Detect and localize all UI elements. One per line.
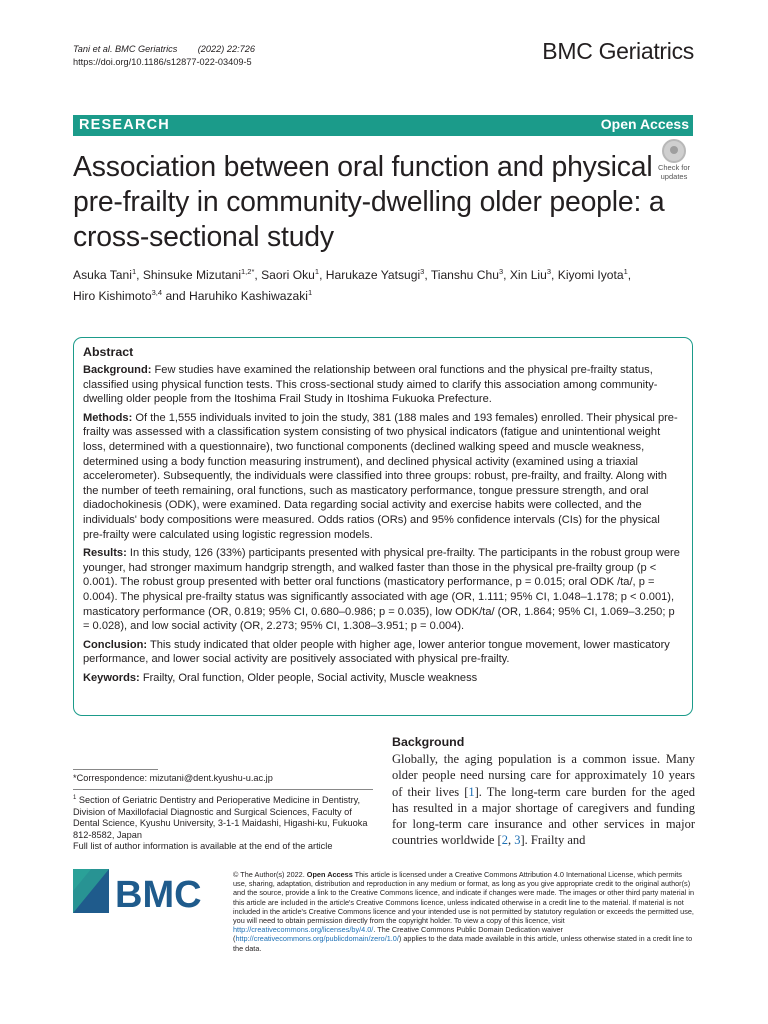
author-sup: 3: [498, 267, 504, 276]
article-type: RESEARCH: [79, 117, 170, 133]
section-text: This study indicated that older people with higher age, lower anterior tongue movement, lower masticatory performance, and lower social activity are positively associated with physical pre-frailty.: [83, 638, 670, 666]
author[interactable]: Tianshu Chu: [430, 268, 499, 283]
bmc-logo-icon: [73, 869, 213, 919]
section-label: Conclusion:: [83, 638, 148, 651]
citation-year: (2022) 22:726: [197, 44, 255, 54]
background-paragraph: [392, 751, 695, 849]
license-text: ) applies to the data made available in this article, unless otherwise stated in a credit line to the data.: [233, 934, 693, 953]
author-sup: 3: [546, 267, 552, 276]
correspondence-note: *Correspondence: mizutani@dent.kyushu-u.ac.jp: [73, 773, 273, 783]
license-oa: Open Access: [306, 870, 353, 879]
license-statement: [233, 870, 695, 953]
section-text: Few studies have examined the relationship between oral functions and the physical pre-frailty status, classified using physical function tests. This cross-sectional study aimed to clarify this association among community-dwelling older people from the Itoshima Frail Study in Itoshima Fukuoka Prefecture.: [83, 364, 658, 406]
abstract-methods: [83, 411, 682, 542]
author[interactable]: Kiyomi Iyota: [557, 268, 624, 283]
author[interactable]: Xin Liu: [509, 268, 547, 283]
author-sup: 1: [307, 288, 313, 298]
full-author-info-note: Full list of author information is available at the end of the article: [73, 841, 333, 851]
body-text: Globally, the aging population is a common issue. Many older people need nursing care for approximately 10 years of their lives [: [392, 752, 695, 799]
ref-link[interactable]: 3: [514, 833, 521, 848]
abstract-box: [73, 337, 693, 716]
citation-author: Tani et al. BMC Geriatrics: [73, 44, 178, 54]
journal-name: BMC Geriatrics: [542, 38, 694, 64]
author[interactable]: Haruhiko Kashiwazaki: [188, 289, 308, 304]
author[interactable]: Shinsuke Mizutani: [142, 268, 242, 283]
check-updates-line1: Check for: [657, 163, 691, 172]
body-text: ,: [507, 833, 515, 848]
bmc-logo-text: BMC: [115, 874, 202, 916]
abstract-heading: Abstract: [83, 345, 134, 359]
section-label: Results:: [83, 547, 127, 560]
affiliation-sup: 1: [73, 795, 77, 801]
article-type-banner: [73, 115, 693, 136]
body-text: ]. The long-term care burden for the aged has resulted in a major shortage of caregivers and funding for long-term care insurance and other services in major countries worldwide [: [392, 784, 696, 848]
author-sup: 1,2*: [241, 267, 255, 276]
section-label: Keywords:: [83, 671, 140, 684]
author-sup: 3: [420, 267, 425, 276]
author-sup: 1: [314, 267, 320, 276]
ref-link[interactable]: 2: [501, 833, 508, 848]
affiliation-note: [73, 793, 373, 841]
abstract-keywords: [83, 671, 682, 686]
author-sup: 1: [623, 267, 628, 276]
author[interactable]: Saori Oku: [261, 268, 315, 283]
author-sup: 1: [131, 267, 137, 276]
check-updates-line2: updates: [660, 172, 688, 181]
section-text: Of the 1,555 individuals invited to join the study, 381 (188 males and 193 females) enrolled. Their physical pre-frailty was assessed with a classification system consisting of two physical indicators (fatigue and unintentional weight loss, determined with a questionnaire), two functional components (declined walking speed and muscle weakness, determined using a body function measuring instrument), and declined physical activity (examined using a triaxial accelerometer). Subsequently, the individuals were classified into three groups: robust, pre-frailty, and frailty. Along with the number of teeth remaining, oral functions, such as masticatory performance, tongue pressure strength, and oral diadochokinesis (ODK), were examined. Data regarding social activity and exercise habits were collected, and the individuals' body compositions were measured. Odds ratios (ORs) and 95% confidence intervals (CIs) for the physical pre-frailty were calculated using logistic regression models.: [83, 411, 678, 541]
ref-link[interactable]: 1: [468, 784, 475, 799]
license-link[interactable]: http://creativecommons.org/publicdomain/zero/1.0/: [235, 934, 399, 944]
abstract-conclusion: [83, 638, 682, 667]
abstract-results: [83, 546, 682, 634]
license-text: This article is licensed under a Creative Commons Attribution 4.0 International License, which permits use, sharing, adaptation, distribution and reproduction in any medium or format, as long as you give appropriate credit to the original author(s) and the source, provide a link to the Creative Commons licence, and indicate if changes were made. The images or other third party material in this article are included in the article's Creative Commons licence, unless indicated otherwise in a credit line to the material. If material is not included in the article's Creative Commons licence and your intended use is not permitted by statutory regulation or exceeds the permitted use, you will need to obtain permission directly from the copyright holder. To view a copy of this licence, visit: [233, 870, 695, 926]
section-label: Methods:: [83, 411, 133, 424]
bmc-logo: [73, 869, 213, 919]
author-sup: 3,4: [151, 288, 163, 298]
affiliation-text: Section of Geriatric Dentistry and Perioperative Medicine in Dentistry, Division of Maxillofacial Diagnostic and Surgical Sciences, Faculty of Dental Science, Kyushu University, 3-1-1 Maidashi, Higashi-ku, Fukuoka 812-8582, Japan: [73, 795, 368, 840]
doi-link[interactable]: https://doi.org/10.1186/s12877-022-03409-5: [73, 57, 252, 67]
section-label: Background:: [83, 364, 152, 376]
body-text: ]. Frailty and: [520, 833, 586, 848]
license-text: . The Creative Commons Public Domain Dedication waiver (: [233, 925, 563, 944]
open-access-label: Open Access: [600, 116, 689, 132]
check-for-updates-badge[interactable]: [654, 139, 694, 179]
license-link[interactable]: http://creativecommons.org/licenses/by/4.0/: [233, 925, 374, 935]
footnote-divider: [73, 769, 158, 770]
author-list: Asuka Tani$^1$, Shinsuke Mizutani$^{1,2*}$, Saori Oku$^1$, Harukaze Yatsugi$^3$, Tianshu Chu$^3$, Xin Liu$^3$, Kiyomi Iyota$^1$, Hiro Kishimoto$^{3,4}$ and Haruhiko Kashiwazaki$^1$: [73, 267, 632, 304]
license-text: © The Author(s) 2022.: [233, 870, 307, 879]
abstract-background: [83, 363, 682, 407]
author[interactable]: Harukaze Yatsugi: [325, 268, 421, 283]
check-updates-icon: [662, 139, 686, 163]
article-title: Association between oral function and physical pre-frailty in community-dwelling older people: a cross-sectional study: [73, 151, 665, 253]
section-text: Frailty, Oral function, Older people, Social activity, Muscle weakness: [142, 671, 478, 684]
citation-header: [73, 43, 255, 69]
background-heading: Background: [392, 735, 465, 749]
author[interactable]: Asuka Tani: [73, 268, 132, 283]
footnote-divider: [73, 789, 373, 790]
author[interactable]: Hiro Kishimoto: [73, 289, 152, 304]
section-text: In this study, 126 (33%) participants presented with physical pre-frailty. The participants in the robust group were younger, had stronger maximum handgrip strength, and walked faster than those in the physical pre-frailty group (p < 0.001). The robust group presented with better oral functions (masticatory performance, p = 0.015; oral ODK /ta/, p = 0.004). The physical pre-frailty status was significantly associated with age (OR, 1.111; 95% CI, 1.048–1.178; p < 0.001), masticatory performance (OR, 0.819; 95% CI, 0.680–0.986; p = 0.035), low ODK/ta/ (OR, 1.864; 95% CI, 1.069–3.250; p = 0.028), and low social activity (OR, 2.273; 95% CI, 1.308–3.951; p = 0.004).: [83, 547, 680, 633]
